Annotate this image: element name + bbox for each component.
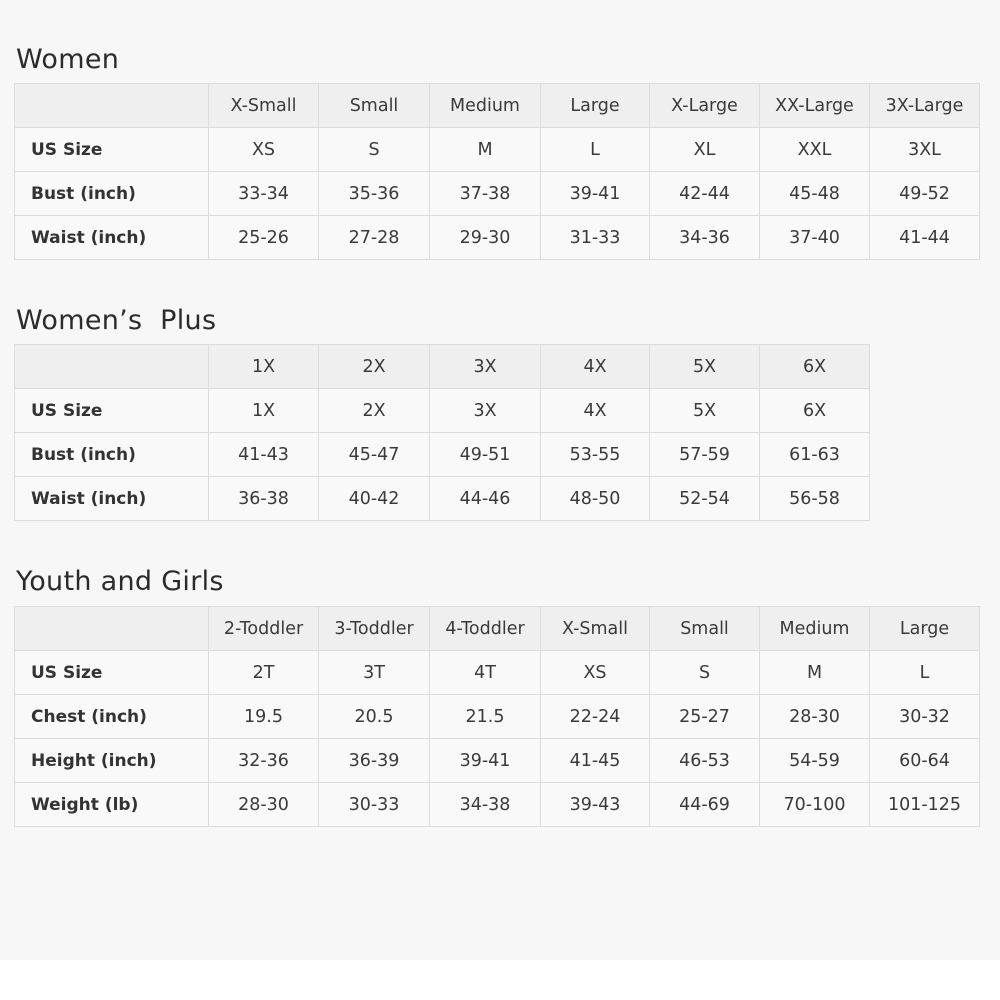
table-row: [15, 477, 870, 521]
column-header: Large: [541, 84, 650, 128]
section-title-women: Women: [16, 44, 120, 75]
table-row: [15, 739, 980, 783]
table-cell: 57-59: [650, 433, 760, 477]
table-cell: 28-30: [760, 695, 870, 739]
table-row: [15, 216, 980, 260]
table-cell: 30-32: [870, 695, 980, 739]
table-cell: 3XL: [870, 128, 980, 172]
table-cell: 54-59: [760, 739, 870, 783]
table-cell: 6X: [760, 389, 870, 433]
row-label: Waist (inch): [15, 477, 209, 521]
column-header: 3-Toddler: [319, 607, 430, 651]
table-cell: 34-36: [650, 216, 760, 260]
table-cell: 2T: [209, 651, 319, 695]
table-cell: 42-44: [650, 172, 760, 216]
row-label: US Size: [15, 651, 209, 695]
column-header: 3X: [430, 345, 541, 389]
section-title-womens-plus: Women’s Plus: [16, 305, 217, 336]
table-cell: 3X: [430, 389, 541, 433]
row-label: US Size: [15, 128, 209, 172]
table-cell: 44-69: [650, 783, 760, 827]
bottom-band: [0, 960, 1000, 1000]
table-cell: 30-33: [319, 783, 430, 827]
table-row: [15, 651, 980, 695]
row-label: Weight (lb): [15, 783, 209, 827]
table-cell: 46-53: [650, 739, 760, 783]
table-cell: 32-36: [209, 739, 319, 783]
table-row: [15, 128, 980, 172]
row-label: Chest (inch): [15, 695, 209, 739]
table-cell: 49-51: [430, 433, 541, 477]
table-cell: XS: [541, 651, 650, 695]
table-cell: 101-125: [870, 783, 980, 827]
row-label: Height (inch): [15, 739, 209, 783]
table-cell: 25-26: [209, 216, 319, 260]
table-corner-cell: [15, 345, 209, 389]
womens-plus-size-table: [14, 344, 870, 521]
table-cell: 25-27: [650, 695, 760, 739]
table-cell: 4T: [430, 651, 541, 695]
table-cell: XS: [209, 128, 319, 172]
column-header: Small: [319, 84, 430, 128]
table-cell: 52-54: [650, 477, 760, 521]
table-row: [15, 389, 870, 433]
table-cell: 5X: [650, 389, 760, 433]
column-header: X-Large: [650, 84, 760, 128]
table-cell: 41-45: [541, 739, 650, 783]
women-size-table: [14, 83, 980, 260]
column-header: Large: [870, 607, 980, 651]
row-label: Bust (inch): [15, 172, 209, 216]
table-cell: 45-48: [760, 172, 870, 216]
table-row: [15, 695, 980, 739]
column-header: Small: [650, 607, 760, 651]
table-cell: 3T: [319, 651, 430, 695]
table-cell: 39-41: [541, 172, 650, 216]
column-header: XX-Large: [760, 84, 870, 128]
table-cell: 29-30: [430, 216, 541, 260]
column-header: 3X-Large: [870, 84, 980, 128]
table-cell: 39-43: [541, 783, 650, 827]
row-label: Waist (inch): [15, 216, 209, 260]
table-cell: 61-63: [760, 433, 870, 477]
table-cell: 36-38: [209, 477, 319, 521]
column-header: X-Small: [209, 84, 319, 128]
table-cell: 40-42: [319, 477, 430, 521]
youth-girls-size-table: [14, 606, 980, 827]
table-cell: 37-40: [760, 216, 870, 260]
table-cell: 60-64: [870, 739, 980, 783]
table-cell: XXL: [760, 128, 870, 172]
table-header-row: [15, 345, 870, 389]
table-cell: 20.5: [319, 695, 430, 739]
table-cell: 2X: [319, 389, 430, 433]
column-header: Medium: [430, 84, 541, 128]
table-cell: M: [430, 128, 541, 172]
table-corner-cell: [15, 84, 209, 128]
table-cell: 21.5: [430, 695, 541, 739]
table-cell: 70-100: [760, 783, 870, 827]
table-cell: M: [760, 651, 870, 695]
column-header: X-Small: [541, 607, 650, 651]
table-cell: 27-28: [319, 216, 430, 260]
table-cell: XL: [650, 128, 760, 172]
table-cell: 44-46: [430, 477, 541, 521]
column-header: 4-Toddler: [430, 607, 541, 651]
table-cell: 34-38: [430, 783, 541, 827]
table-cell: 39-41: [430, 739, 541, 783]
table-row: [15, 172, 980, 216]
table-cell: 45-47: [319, 433, 430, 477]
table-cell: 28-30: [209, 783, 319, 827]
section-title-youth-girls: Youth and Girls: [16, 566, 224, 597]
table-cell: 36-39: [319, 739, 430, 783]
table-row: [15, 783, 980, 827]
table-cell: 22-24: [541, 695, 650, 739]
table-cell: 41-44: [870, 216, 980, 260]
column-header: 6X: [760, 345, 870, 389]
table-corner-cell: [15, 607, 209, 651]
table-cell: 56-58: [760, 477, 870, 521]
column-header: Medium: [760, 607, 870, 651]
table-cell: L: [541, 128, 650, 172]
table-cell: 1X: [209, 389, 319, 433]
table-cell: S: [650, 651, 760, 695]
table-cell: 33-34: [209, 172, 319, 216]
column-header: 1X: [209, 345, 319, 389]
table-cell: 53-55: [541, 433, 650, 477]
table-cell: 37-38: [430, 172, 541, 216]
table-cell: S: [319, 128, 430, 172]
column-header: 2X: [319, 345, 430, 389]
column-header: 2-Toddler: [209, 607, 319, 651]
table-header-row: [15, 84, 980, 128]
row-label: Bust (inch): [15, 433, 209, 477]
table-cell: 48-50: [541, 477, 650, 521]
row-label: US Size: [15, 389, 209, 433]
table-header-row: [15, 607, 980, 651]
table-cell: 49-52: [870, 172, 980, 216]
table-cell: 31-33: [541, 216, 650, 260]
table-cell: L: [870, 651, 980, 695]
table-cell: 41-43: [209, 433, 319, 477]
table-cell: 35-36: [319, 172, 430, 216]
table-cell: 19.5: [209, 695, 319, 739]
column-header: 5X: [650, 345, 760, 389]
table-cell: 4X: [541, 389, 650, 433]
column-header: 4X: [541, 345, 650, 389]
table-row: [15, 433, 870, 477]
